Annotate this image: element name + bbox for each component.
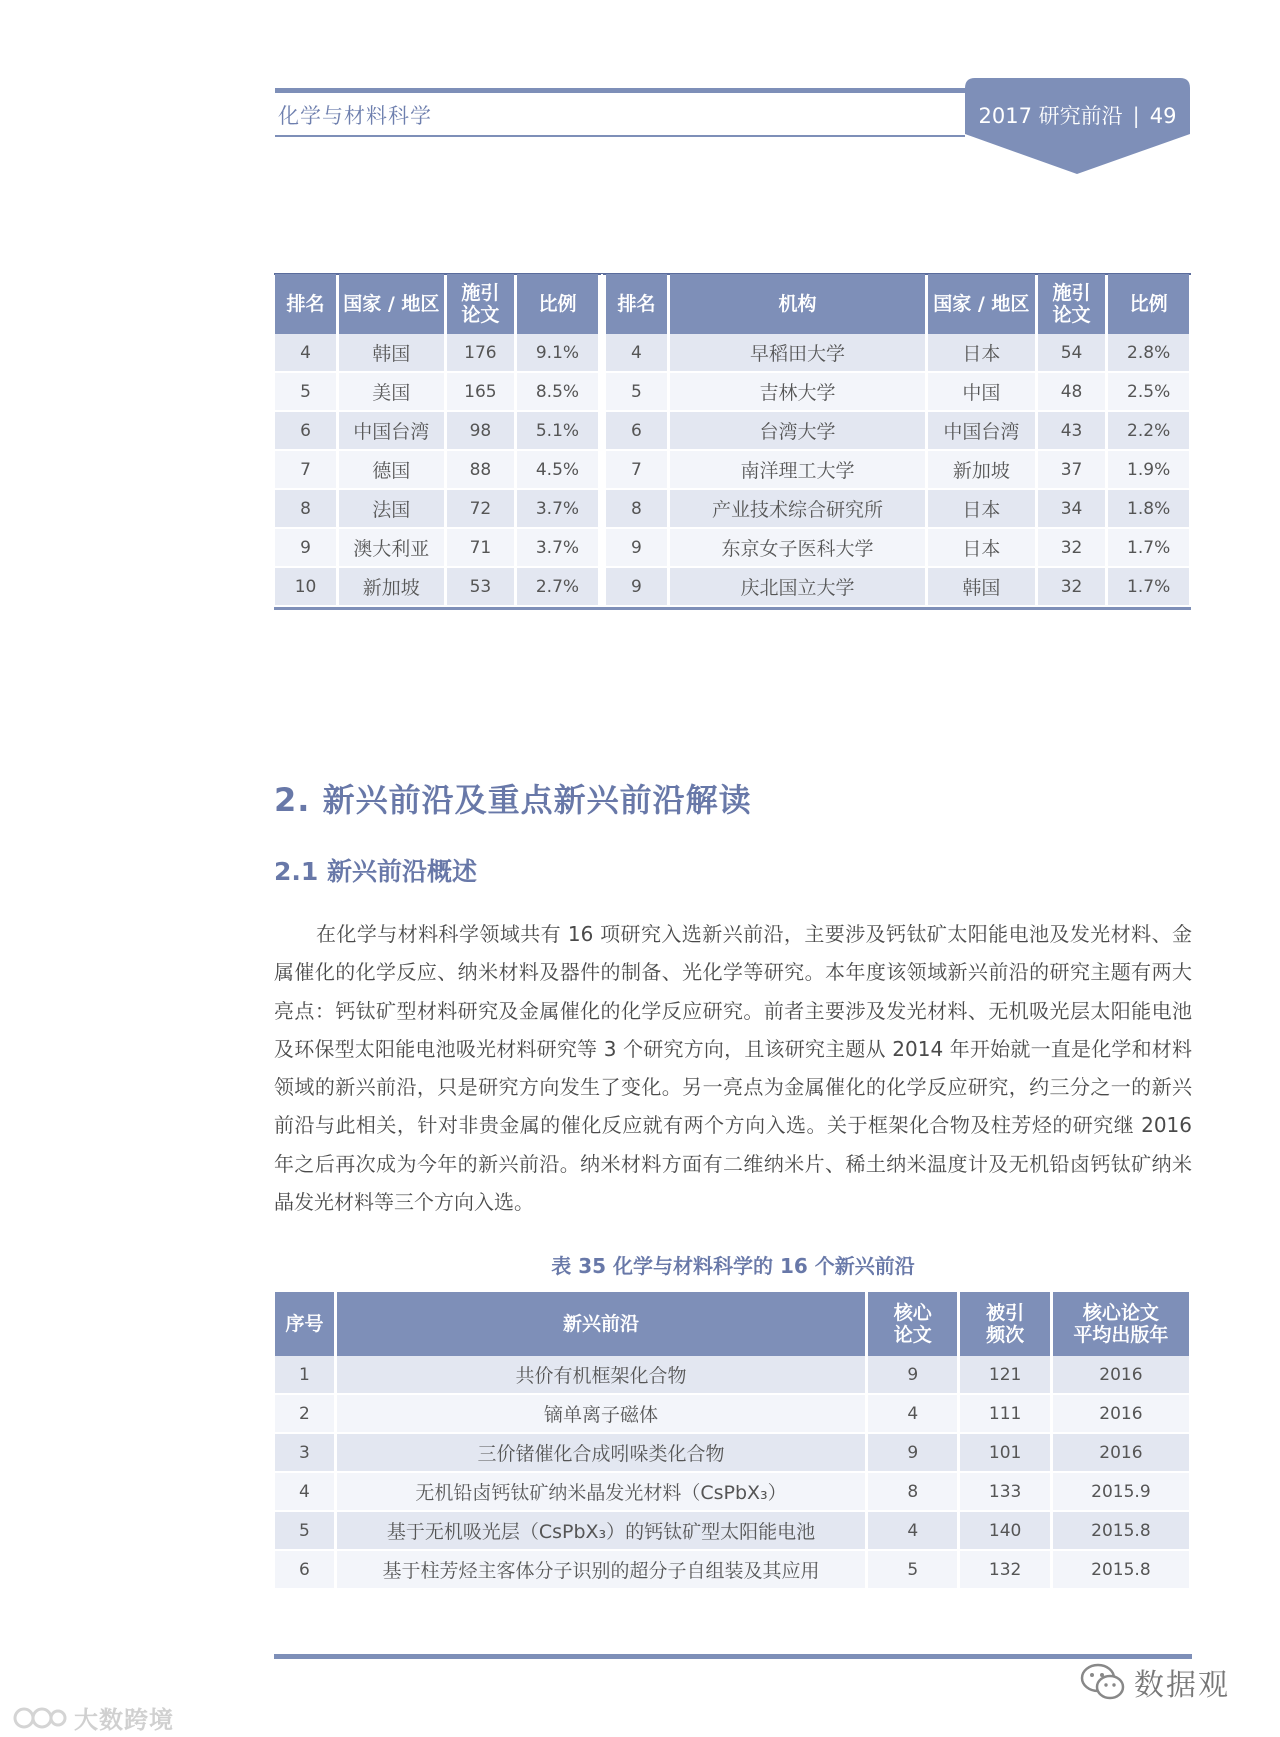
table-cell: 韩国 [339,334,444,373]
table-cell: 6 [606,412,667,451]
table-cell: 101 [960,1434,1049,1473]
table-cell: 9 [275,529,336,568]
table-cell: 4.5% [517,451,598,490]
table-cell: 111 [960,1395,1049,1434]
column-header: 排名 [606,274,667,334]
frontiers-table [272,1292,1192,1590]
table-cell: 新加坡 [339,568,444,607]
header-tab-label [965,100,1190,130]
table-cell: 1.8% [1108,490,1189,529]
table-cell: 5.1% [517,412,598,451]
table-row [275,1395,1189,1434]
table-cell: 2016 [1053,1434,1189,1473]
header-rule-top [275,88,965,93]
table-cell: 6 [275,1551,334,1590]
column-gap [601,568,603,607]
table-cell: 法国 [339,490,444,529]
column-gap [601,451,603,490]
column-header: 国家 / 地区 [339,274,444,334]
table-cell: 43 [1038,412,1106,451]
table-cell: 4 [868,1512,957,1551]
table-cell: 中国台湾 [928,412,1035,451]
table-cell: 54 [1038,334,1106,373]
table-row [275,334,1189,373]
table-cell: 4 [606,334,667,373]
table-cell: 韩国 [928,568,1035,607]
table-cell: 日本 [928,490,1035,529]
column-header: 比例 [517,274,598,334]
ranking-table-header [275,274,1189,334]
body-paragraph: 在化学与材料科学领域共有 16 项研究入选新兴前沿，主要涉及钙钛矿太阳能电池及发光材料、金属催化的化学反应、纳米材料及器件的制备、光化学等研究。本年度该领域新兴前沿的研究主题有两大亮点：钙钛矿型材料研究及金属催化的化学反应研究。前者主要涉及发光材料、无机吸光层太阳能电池及环保型太阳能电池吸光材料研究等 3 个研究方向，且该研究主题从 2014 年开始就一直是化学和材料领域的新兴前沿，只是研究方向发生了变化。另一亮点为金属催化的化学反应研究，约三分之一的新兴前沿与此相关，针对非贵金属的催化反应就有两个方向入选。关于框架化合物及柱芳烃的研究继 2016 年之后再次成为今年的新兴前沿。纳米材料方面有二维纳米片、稀土纳米温度计及无机铅卤钙钛矿纳米晶发光材料等三个方向入选。 [274,922,1192,1215]
column-header: 核心论文 平均出版年 [1053,1292,1189,1356]
column-gap [601,490,603,529]
table-cell: 9 [606,568,667,607]
table-cell: 三价锗催化合成吲哚类化合物 [337,1434,865,1473]
column-gap [601,373,603,412]
table-cell: 72 [447,490,515,529]
table-row [275,1356,1189,1395]
table-cell: 4 [275,334,336,373]
table-cell: 中国台湾 [339,412,444,451]
table-row [275,412,1189,451]
table-cell: 53 [447,568,515,607]
table-row [275,568,1189,607]
table-cell: 2016 [1053,1356,1189,1395]
table-cell: 10 [275,568,336,607]
table-cell: 4 [868,1395,957,1434]
column-header: 核心 论文 [868,1292,957,1356]
ranking-table [272,274,1192,607]
table-row [275,490,1189,529]
watermark-left-text: 大数跨境 [74,1706,174,1734]
table-cell: 庆北国立大学 [670,568,925,607]
table-cell: 32 [1038,568,1106,607]
table-cell: 9.1% [517,334,598,373]
table-cell: 日本 [928,334,1035,373]
frontiers-table-header [275,1292,1189,1356]
table-cell: 7 [606,451,667,490]
table-cell: 176 [447,334,515,373]
table-cell: 98 [447,412,515,451]
table-caption: 表 35 化学与材料科学的 16 个新兴前沿 [551,1254,915,1278]
table-cell: 2016 [1053,1395,1189,1434]
table-cell: 34 [1038,490,1106,529]
table-cell: 6 [275,412,336,451]
column-header: 施引 论文 [447,274,515,334]
watermark-right-text: 数据观 [1134,1668,1230,1703]
table-cell: 4 [275,1473,334,1512]
column-gap [601,412,603,451]
column-header: 比例 [1108,274,1189,334]
table-cell: 7 [275,451,336,490]
watermark-left [12,1700,174,1735]
table-cell: 5 [275,373,336,412]
column-gap [601,274,603,334]
table-cell: 2.2% [1108,412,1189,451]
footer-rule [274,1654,1192,1659]
watermark-right [1080,1660,1230,1704]
table-cell: 1.7% [1108,568,1189,607]
table-cell: 澳大利亚 [339,529,444,568]
table-cell: 8 [275,490,336,529]
table-cell: 9 [868,1356,957,1395]
table-cell: 吉林大学 [670,373,925,412]
section-heading: 2. 新兴前沿及重点新兴前沿解读 [274,781,752,819]
table-cell: 5 [275,1512,334,1551]
column-header: 被引 频次 [960,1292,1049,1356]
table-row [275,373,1189,412]
table-cell: 37 [1038,451,1106,490]
table-cell: 基于无机吸光层（CsPbX₃）的钙钛矿型太阳能电池 [337,1512,865,1551]
table-cell: 88 [447,451,515,490]
column-header: 新兴前沿 [337,1292,865,1356]
table-cell: 48 [1038,373,1106,412]
table-cell: 3 [275,1434,334,1473]
header-separator: | [1132,104,1140,128]
table-cell: 2015.8 [1053,1551,1189,1590]
column-gap [601,529,603,568]
subsection-heading: 2.1 新兴前沿概述 [274,857,477,886]
table-cell: 1.9% [1108,451,1189,490]
column-header: 机构 [670,274,925,334]
table-cell: 133 [960,1473,1049,1512]
table-cell: 2.7% [517,568,598,607]
table-cell: 5 [868,1551,957,1590]
table-cell: 基于柱芳烃主客体分子识别的超分子自组装及其应用 [337,1551,865,1590]
table-row [275,529,1189,568]
table-cell: 早稻田大学 [670,334,925,373]
table-cell: 9 [606,529,667,568]
table-cell: 140 [960,1512,1049,1551]
header-rule-bottom [275,135,965,137]
table-cell: 2.8% [1108,334,1189,373]
table-cell: 165 [447,373,515,412]
header-report-title: 2017 研究前沿 [978,104,1123,128]
table-cell: 新加坡 [928,451,1035,490]
table-cell: 2 [275,1395,334,1434]
table-row [275,1512,1189,1551]
table-cell: 9 [868,1434,957,1473]
table-cell: 2.5% [1108,373,1189,412]
table-cell: 3.7% [517,490,598,529]
header-page-tab [965,78,1190,174]
table-cell: 32 [1038,529,1106,568]
table-cell: 71 [447,529,515,568]
brand-logo-icon [12,1703,68,1733]
table-cell: 8 [868,1473,957,1512]
table-cell: 3.7% [517,529,598,568]
column-gap [601,334,603,373]
table-cell: 2015.9 [1053,1473,1189,1512]
column-header: 施引 论文 [1038,274,1106,334]
table-cell: 5 [606,373,667,412]
column-header: 序号 [275,1292,334,1356]
column-header: 国家 / 地区 [928,274,1035,334]
table-cell: 2015.8 [1053,1512,1189,1551]
table-cell: 东京女子医科大学 [670,529,925,568]
table-cell: 132 [960,1551,1049,1590]
table-cell: 共价有机框架化合物 [337,1356,865,1395]
table-row [275,1473,1189,1512]
table-cell: 121 [960,1356,1049,1395]
table-cell: 8.5% [517,373,598,412]
page-number: 49 [1149,104,1177,128]
table-cell: 1.7% [1108,529,1189,568]
table-cell: 南洋理工大学 [670,451,925,490]
column-header: 排名 [275,274,336,334]
table-cell: 台湾大学 [670,412,925,451]
table-cell: 日本 [928,529,1035,568]
wechat-icon [1080,1662,1126,1702]
table-cell: 产业技术综合研究所 [670,490,925,529]
table-row [275,1434,1189,1473]
table-cell: 中国 [928,373,1035,412]
table-cell: 1 [275,1356,334,1395]
header-section-title: 化学与材料科学 [278,104,432,128]
table-cell: 无机铅卤钙钛矿纳米晶发光材料（CsPbX₃） [337,1473,865,1512]
table-cell: 镝单离子磁体 [337,1395,865,1434]
table-row [275,1551,1189,1590]
table-cell: 德国 [339,451,444,490]
table-cell: 美国 [339,373,444,412]
table-bottom-rule [274,607,1191,610]
table-cell: 8 [606,490,667,529]
table-row [275,451,1189,490]
